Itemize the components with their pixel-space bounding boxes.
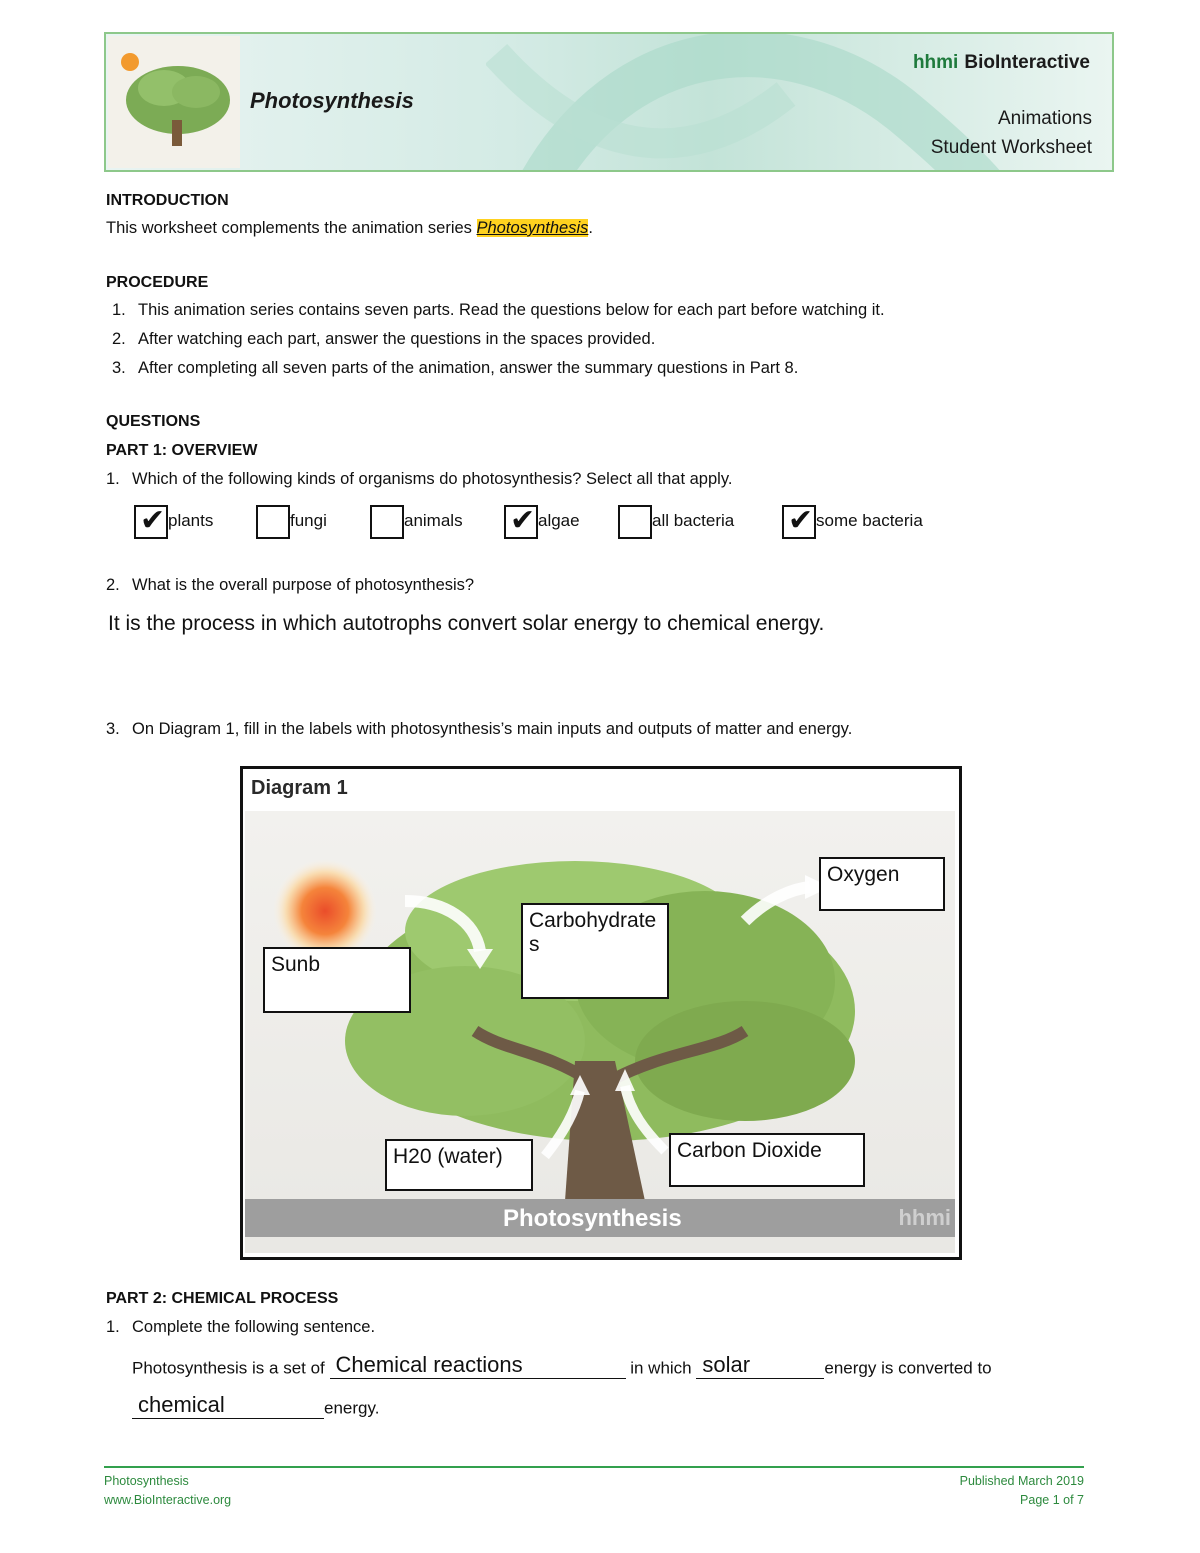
sentence-part-1: Photosynthesis is a set of	[132, 1358, 330, 1378]
header-subtitle-2: Student Worksheet	[930, 137, 1092, 158]
checkbox[interactable]	[504, 505, 538, 539]
question-num: 1.	[106, 470, 120, 488]
question-num: 2.	[106, 576, 120, 594]
sentence-part-3: energy is converted to	[824, 1358, 992, 1378]
blank-1[interactable]	[330, 1352, 626, 1379]
checkbox[interactable]	[782, 505, 816, 539]
option-animals[interactable]	[370, 505, 463, 539]
brand-logo	[913, 52, 1090, 74]
question-text: What is the overall purpose of photosynthesis?	[132, 576, 475, 594]
introduction-heading: INTRODUCTION	[106, 192, 229, 209]
procedure-num: 1.	[112, 301, 126, 319]
diagram-1	[240, 766, 962, 1260]
procedure-num: 2.	[112, 330, 126, 348]
part2-sentence	[132, 1352, 992, 1379]
blank-3[interactable]	[132, 1392, 324, 1419]
checkmark-icon: ✔	[140, 504, 166, 537]
question-1	[106, 470, 732, 490]
option-all-bacteria[interactable]	[618, 505, 734, 539]
label-carbon-dioxide[interactable]: Carbon Dioxide	[669, 1133, 865, 1187]
checkmark-icon: ✔	[788, 504, 814, 537]
label-water[interactable]: H20 (water)	[385, 1139, 533, 1191]
blank-2[interactable]	[696, 1352, 824, 1379]
question-2	[106, 576, 474, 596]
part2-heading: PART 2: CHEMICAL PROCESS	[106, 1290, 339, 1307]
header-title: Photosynthesis	[250, 88, 414, 113]
checkbox[interactable]	[256, 505, 290, 539]
animation-link[interactable]: Photosynthesis	[476, 219, 589, 237]
question-text: Which of the following kinds of organisms do photosynthesis? Select all that apply.	[132, 470, 733, 488]
procedure-text: After watching each part, answer the questions in the spaces provided.	[138, 330, 656, 348]
question-text: On Diagram 1, fill in the labels with photosynthesis’s main inputs and outputs of matter and energy.	[132, 720, 853, 738]
sentence-part-4: energy.	[324, 1398, 380, 1418]
label-oxygen[interactable]: Oxygen	[819, 857, 945, 911]
footer-website[interactable]: www.BioInteractive.org	[104, 1493, 232, 1507]
label-carbohydrates[interactable]: Carbohydrate s	[521, 903, 669, 999]
option-some-bacteria[interactable]	[782, 505, 923, 539]
part1-heading: PART 1: OVERVIEW	[106, 442, 258, 459]
option-label: all bacteria	[652, 511, 735, 531]
option-label: fungi	[290, 511, 327, 531]
checkmark-icon: ✔	[510, 504, 536, 537]
brand-hhmi: hhmi	[912, 52, 959, 73]
header-banner	[104, 32, 1114, 172]
option-algae[interactable]	[504, 505, 580, 539]
procedure-text: This animation series contains seven parts. Read the questions below for each part before watching it.	[138, 301, 885, 319]
option-label: algae	[538, 511, 580, 531]
blank-2-answer: solar	[702, 1351, 751, 1377]
option-plants[interactable]	[134, 505, 213, 539]
blank-3-answer: chemical	[138, 1391, 225, 1417]
blank-1-answer: Chemical reactions	[335, 1351, 523, 1377]
question-2-answer[interactable]: It is the process in which autotrophs convert solar energy to chemical energy.	[108, 612, 825, 635]
question-num: 1.	[106, 1318, 120, 1336]
procedure-text: After completing all seven parts of the animation, answer the summary questions in Part 8.	[138, 359, 799, 377]
diagram-footer-title: Photosynthesis	[503, 1205, 682, 1232]
label-sun[interactable]: Sunb	[263, 947, 411, 1013]
footer-published: Published March 2019	[959, 1474, 1084, 1488]
part2-question-1	[106, 1318, 375, 1338]
option-label: some bacteria	[816, 511, 923, 531]
question-3	[106, 720, 852, 740]
footer-title: Photosynthesis	[104, 1474, 189, 1488]
question-text: Complete the following sentence.	[132, 1318, 376, 1336]
option-fungi[interactable]	[256, 505, 327, 539]
checkbox[interactable]	[134, 505, 168, 539]
footer-divider	[104, 1466, 1084, 1468]
diagram-title: Diagram 1	[251, 777, 348, 799]
question-num: 3.	[106, 720, 120, 738]
checkbox[interactable]	[370, 505, 404, 539]
questions-heading: QUESTIONS	[106, 413, 201, 430]
introduction-text-before: This worksheet complements the animation series	[106, 219, 477, 237]
brand-name: BioInteractive	[964, 52, 1090, 73]
tree-thumbnail-icon	[108, 36, 240, 168]
option-label: plants	[168, 511, 214, 531]
sentence-part-2: in which	[625, 1358, 697, 1378]
option-label: animals	[404, 511, 463, 531]
procedure-num: 3.	[112, 359, 126, 377]
procedure-item	[112, 301, 885, 321]
procedure-item	[112, 359, 798, 379]
diagram-footer-logo: hhmi	[898, 1205, 951, 1230]
procedure-heading: PROCEDURE	[106, 274, 209, 291]
part2-sentence-cont	[132, 1392, 379, 1419]
introduction-text	[106, 219, 593, 239]
introduction-text-after: .	[588, 219, 593, 237]
header-subtitle-1: Animations	[998, 108, 1092, 129]
tree-thumbnail	[108, 36, 240, 168]
footer-page-number: Page 1 of 7	[1020, 1493, 1084, 1507]
checkbox[interactable]	[618, 505, 652, 539]
procedure-item	[112, 330, 655, 350]
